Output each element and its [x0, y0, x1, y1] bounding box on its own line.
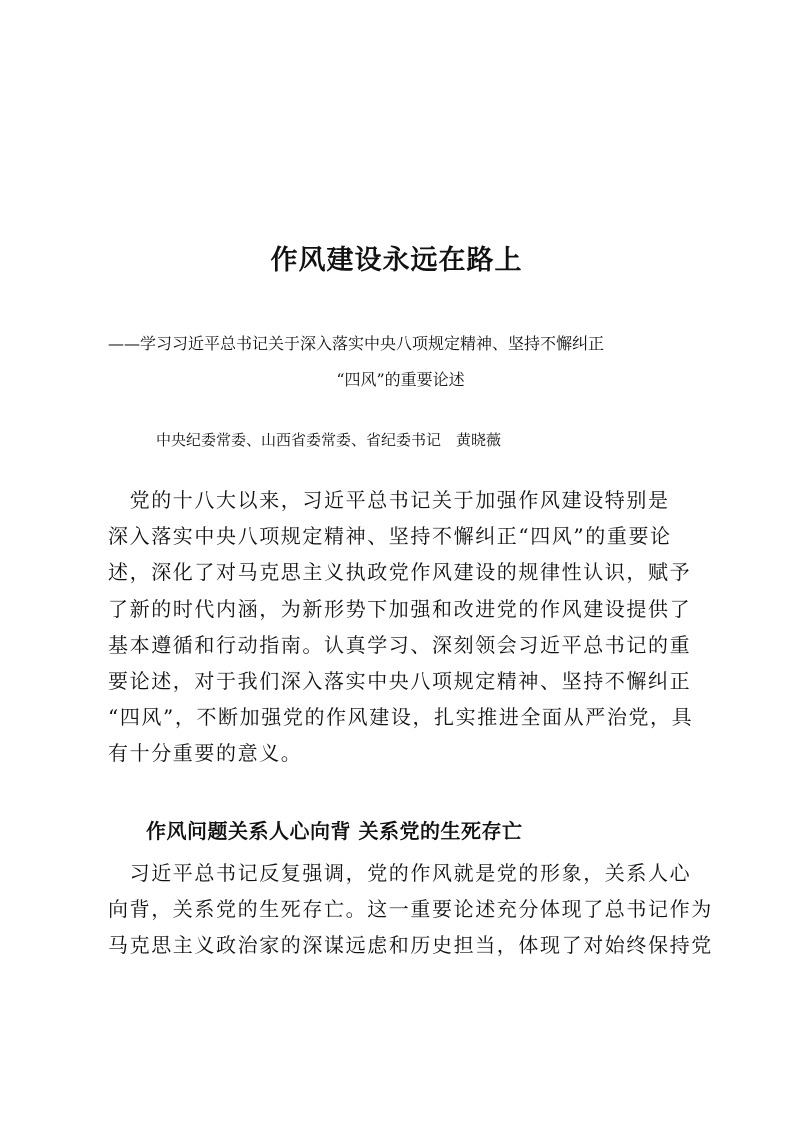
- paragraph-line: 向背，关系党的生死存亡。这一重要论述充分体现了总书记作为: [108, 897, 713, 922]
- paragraph-line: 了新的时代内涵，为新形势下加强和改进党的作风建设提供了: [108, 596, 692, 621]
- paragraph-intro: [108, 482, 694, 772]
- document-title: 作风建设永远在路上: [270, 245, 523, 276]
- author-byline: 中央纪委常委、山西省委常委、省纪委书记 黄晓薇: [156, 431, 502, 449]
- paragraph-line: 党的十八大以来，习近平总书记关于加强作风建设特别是: [108, 488, 670, 512]
- paragraph-line: 基本遵循和行动指南。认真学习、深刻领会习近平总书记的重: [108, 632, 692, 657]
- paragraph-line: 深入落实中央八项规定精神、坚持不懈纠正“四风”的重要论: [108, 524, 672, 549]
- subtitle-line: ——学习习近平总书记关于深入落实中央八项规定精神、坚持不懈纠正: [108, 334, 605, 353]
- paragraph-line: 马克思主义政治家的深谋远虑和历史担当，体现了对始终保持党: [108, 933, 713, 958]
- paragraph-line: 述，深化了对马克思主义执政党作风建设的规律性认识，赋予: [108, 560, 692, 585]
- document-subtitle: [108, 326, 693, 398]
- section-heading: 作风问题关系人心向背 关系党的生死存亡: [146, 819, 523, 843]
- paragraph-line: “四风”，不断加强党的作风建设，扎实推进全面从严治党，具: [108, 705, 694, 730]
- paragraph-section-1: [108, 855, 713, 964]
- paragraph-line: 习近平总书记反复强调，党的作风就是党的形象，关系人心: [108, 861, 692, 885]
- subtitle-line: “四风”的重要论述: [336, 370, 465, 389]
- paragraph-line: 有十分重要的意义。: [108, 741, 303, 766]
- paragraph-line: 要论述，对于我们深入落实中央八项规定精神、坚持不懈纠正: [108, 669, 692, 694]
